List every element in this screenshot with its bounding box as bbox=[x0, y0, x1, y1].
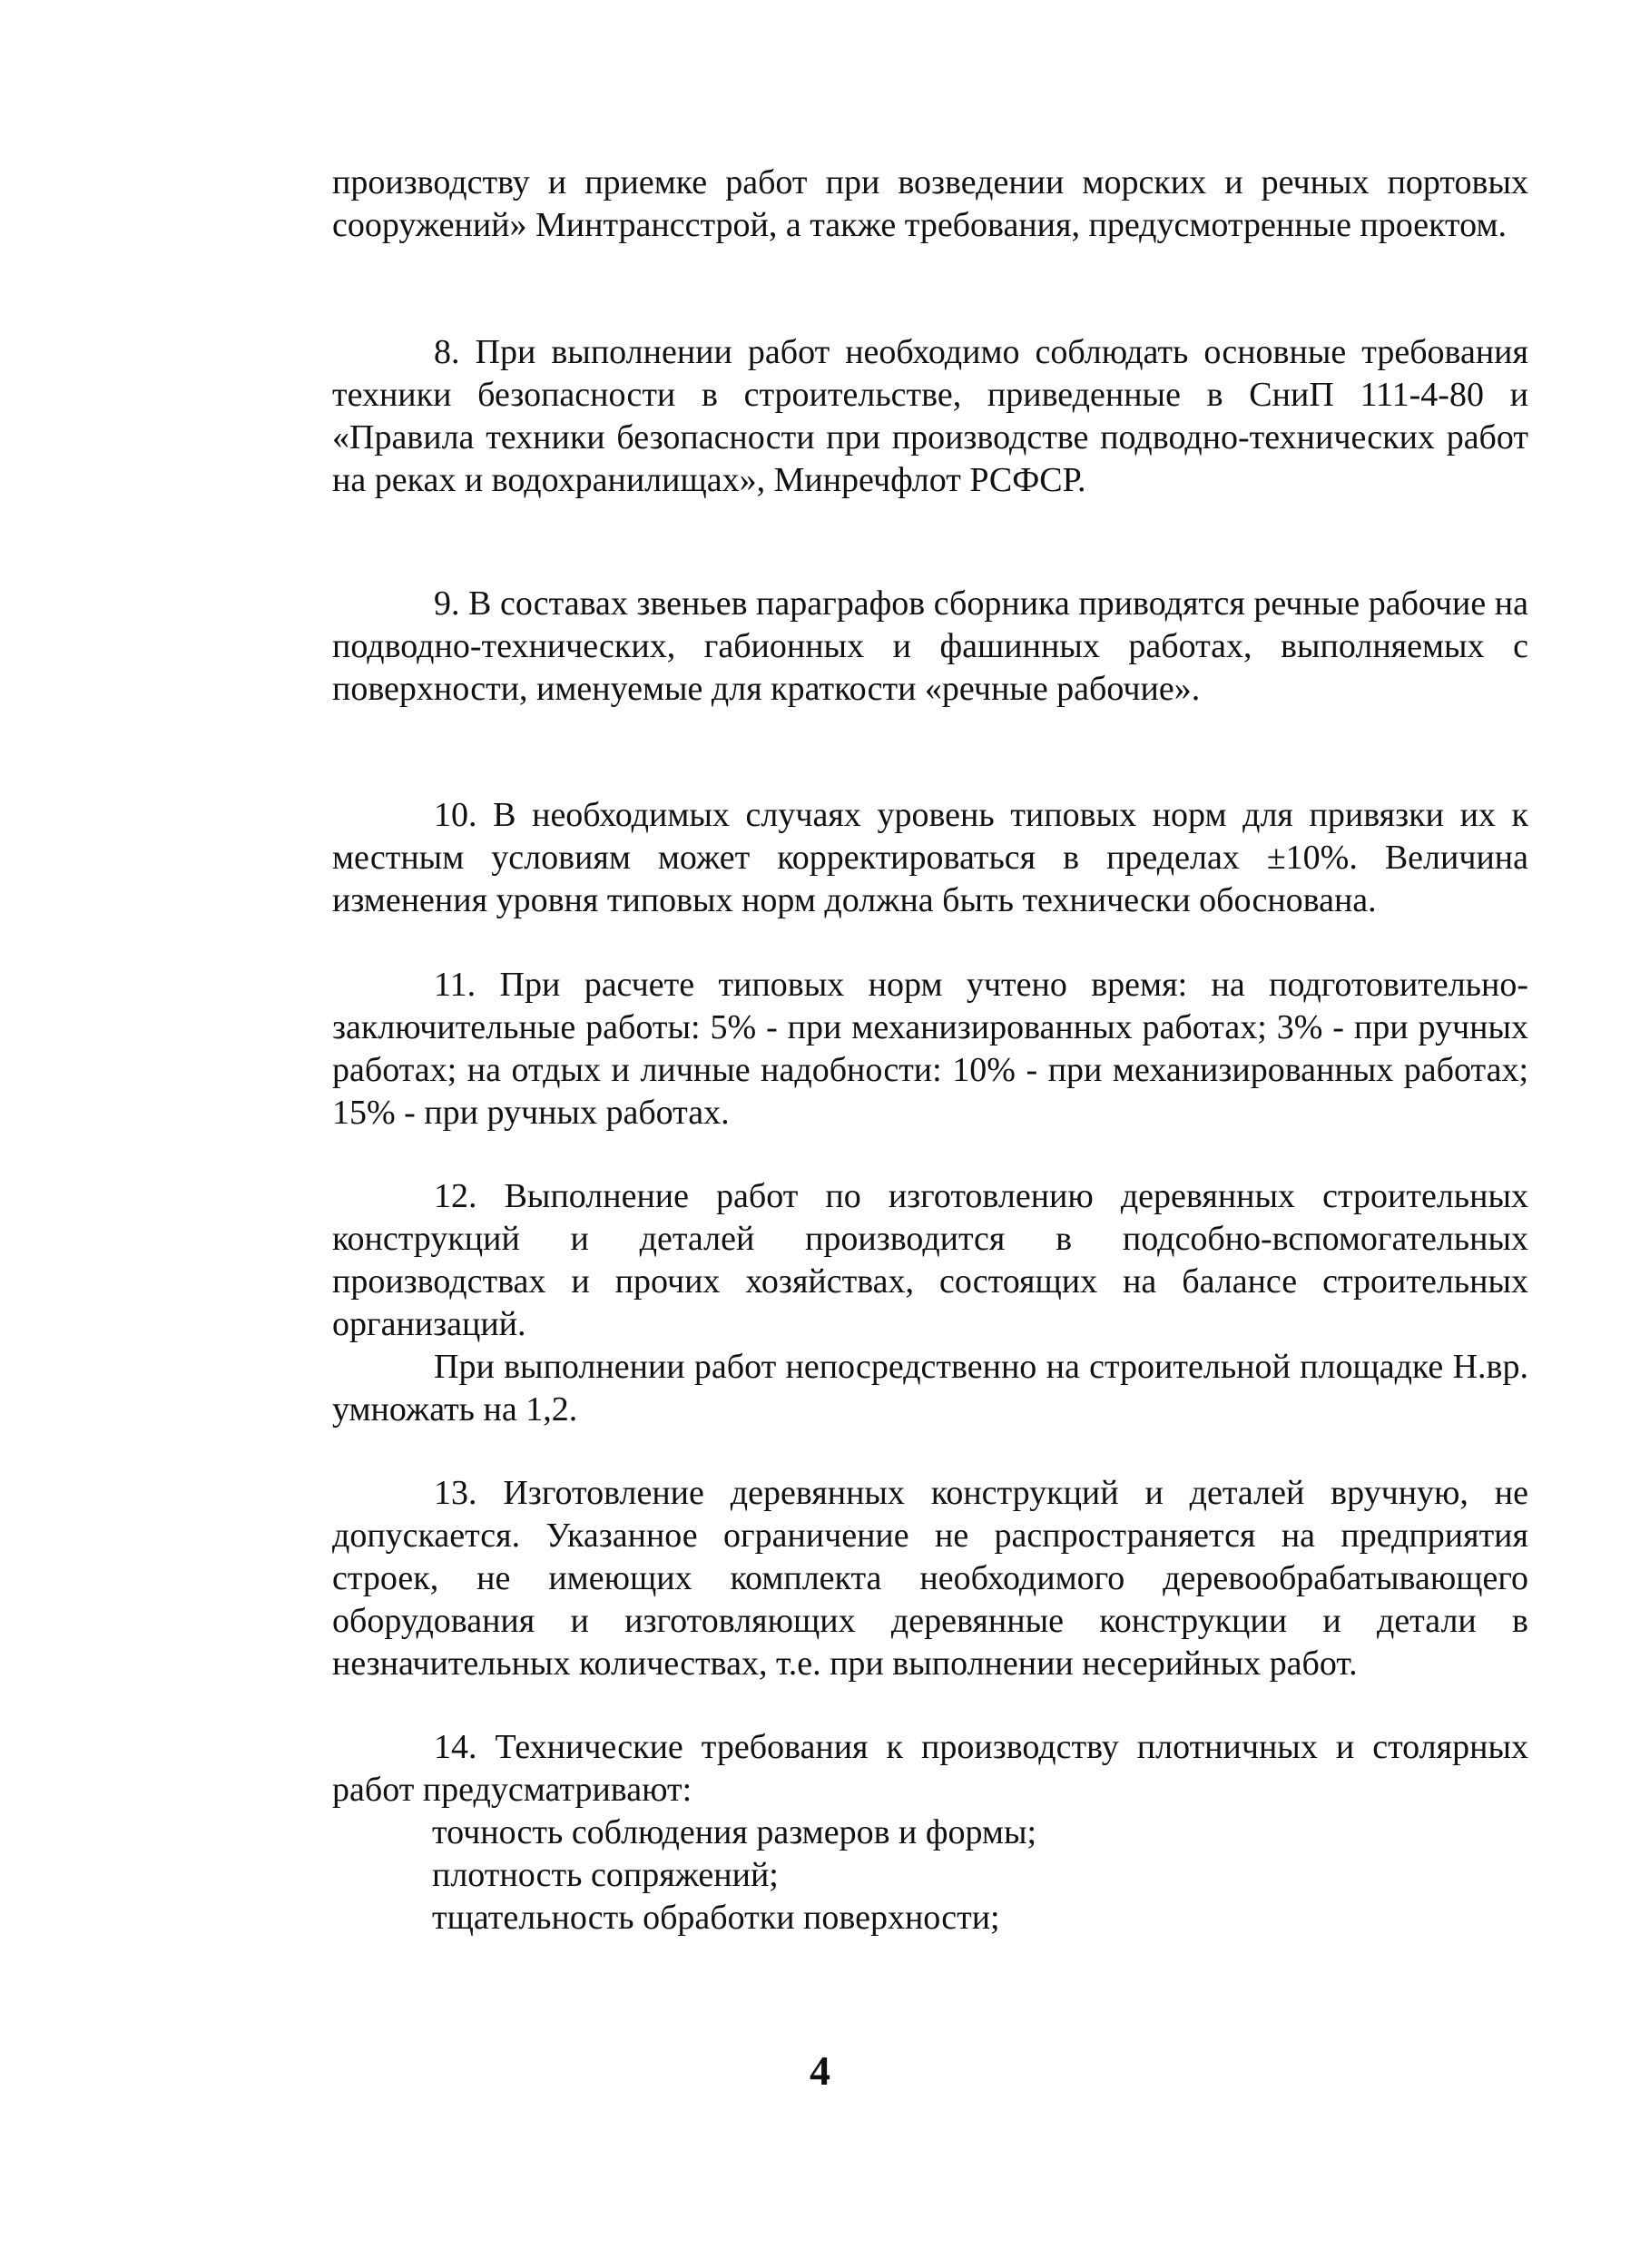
paragraph-12: 12. Выполнение работ по изготовлению деревянных строительных конструкций и деталей производится в подсобно-вспомогательных производствах и прочих хозяйствах, состоящих на балансе строительных организаций. bbox=[332, 1177, 1528, 1343]
paragraph-9: 9. В составах звеньев параграфов сборника приводятся речные рабочие на подводно-технических, габионных и фашинных работах, выполняемых с поверхности, именуемые для краткости «речные рабочие». bbox=[332, 584, 1528, 708]
list-item: точность соблюдения размеров и формы; bbox=[432, 1813, 1037, 1851]
page-number: 4 bbox=[810, 2047, 830, 2094]
paragraph-10-block bbox=[332, 794, 1528, 922]
paragraph-12-note: При выполнении работ непосредственно на строительной площадке Н.вр. умножать на 1,2. bbox=[332, 1348, 1528, 1429]
paragraph-13-block bbox=[332, 1472, 1528, 1685]
paragraph-12-block bbox=[332, 1175, 1528, 1431]
list-item: плотность сопряжений; bbox=[432, 1856, 779, 1894]
paragraph-9-block bbox=[332, 583, 1528, 711]
paragraph-intro-block bbox=[332, 162, 1528, 247]
paragraph-8: 8. При выполнении работ необходимо соблюдать основные требования техники безопасности в строительстве, приведенные в СниП 111-4-80 и «Правила техники безопасности при производстве подводно-технических работ на реках и водохранилищах», Минречфлот РСФСР. bbox=[332, 333, 1528, 499]
paragraph-11: 11. При расчете типовых норм учтено время: на подготовительно-заключительные работы: 5% - при механизированных работах; 3% - при ручных работах; на отдых и личные надобности: 10% - при механизированных работах; 15% - при ручных работах. bbox=[332, 966, 1528, 1132]
paragraph-14-block bbox=[332, 1726, 1528, 1939]
paragraph-intro: производству и приемке работ при возведении морских и речных портовых сооружений» Минтрансстрой, а также требования, предусмотренные проектом. bbox=[332, 163, 1528, 244]
paragraph-11-block bbox=[332, 964, 1528, 1134]
paragraph-8-block bbox=[332, 331, 1528, 502]
list-item: тщательность обработки поверхности; bbox=[432, 1899, 1000, 1937]
paragraph-13: 13. Изготовление деревянных конструкций и деталей вручную, не допускается. Указанное ограничение не распространяется на предприятия строек, не имеющих комплекта необходимого деревообрабатывающего оборудования и изготовляющих деревянные конструкции и детали в незначительных количествах, т.е. при выполнении несерийных работ. bbox=[332, 1474, 1528, 1683]
paragraph-14: 14. Технические требования к производству плотничных и столярных работ предусматривают: bbox=[332, 1728, 1528, 1809]
paragraph-10: 10. В необходимых случаях уровень типовых норм для привязки их к местным условиям может корректироваться в пределах ±10%. Величина изменения уровня типовых норм должна быть технически обоснована. bbox=[332, 796, 1528, 919]
